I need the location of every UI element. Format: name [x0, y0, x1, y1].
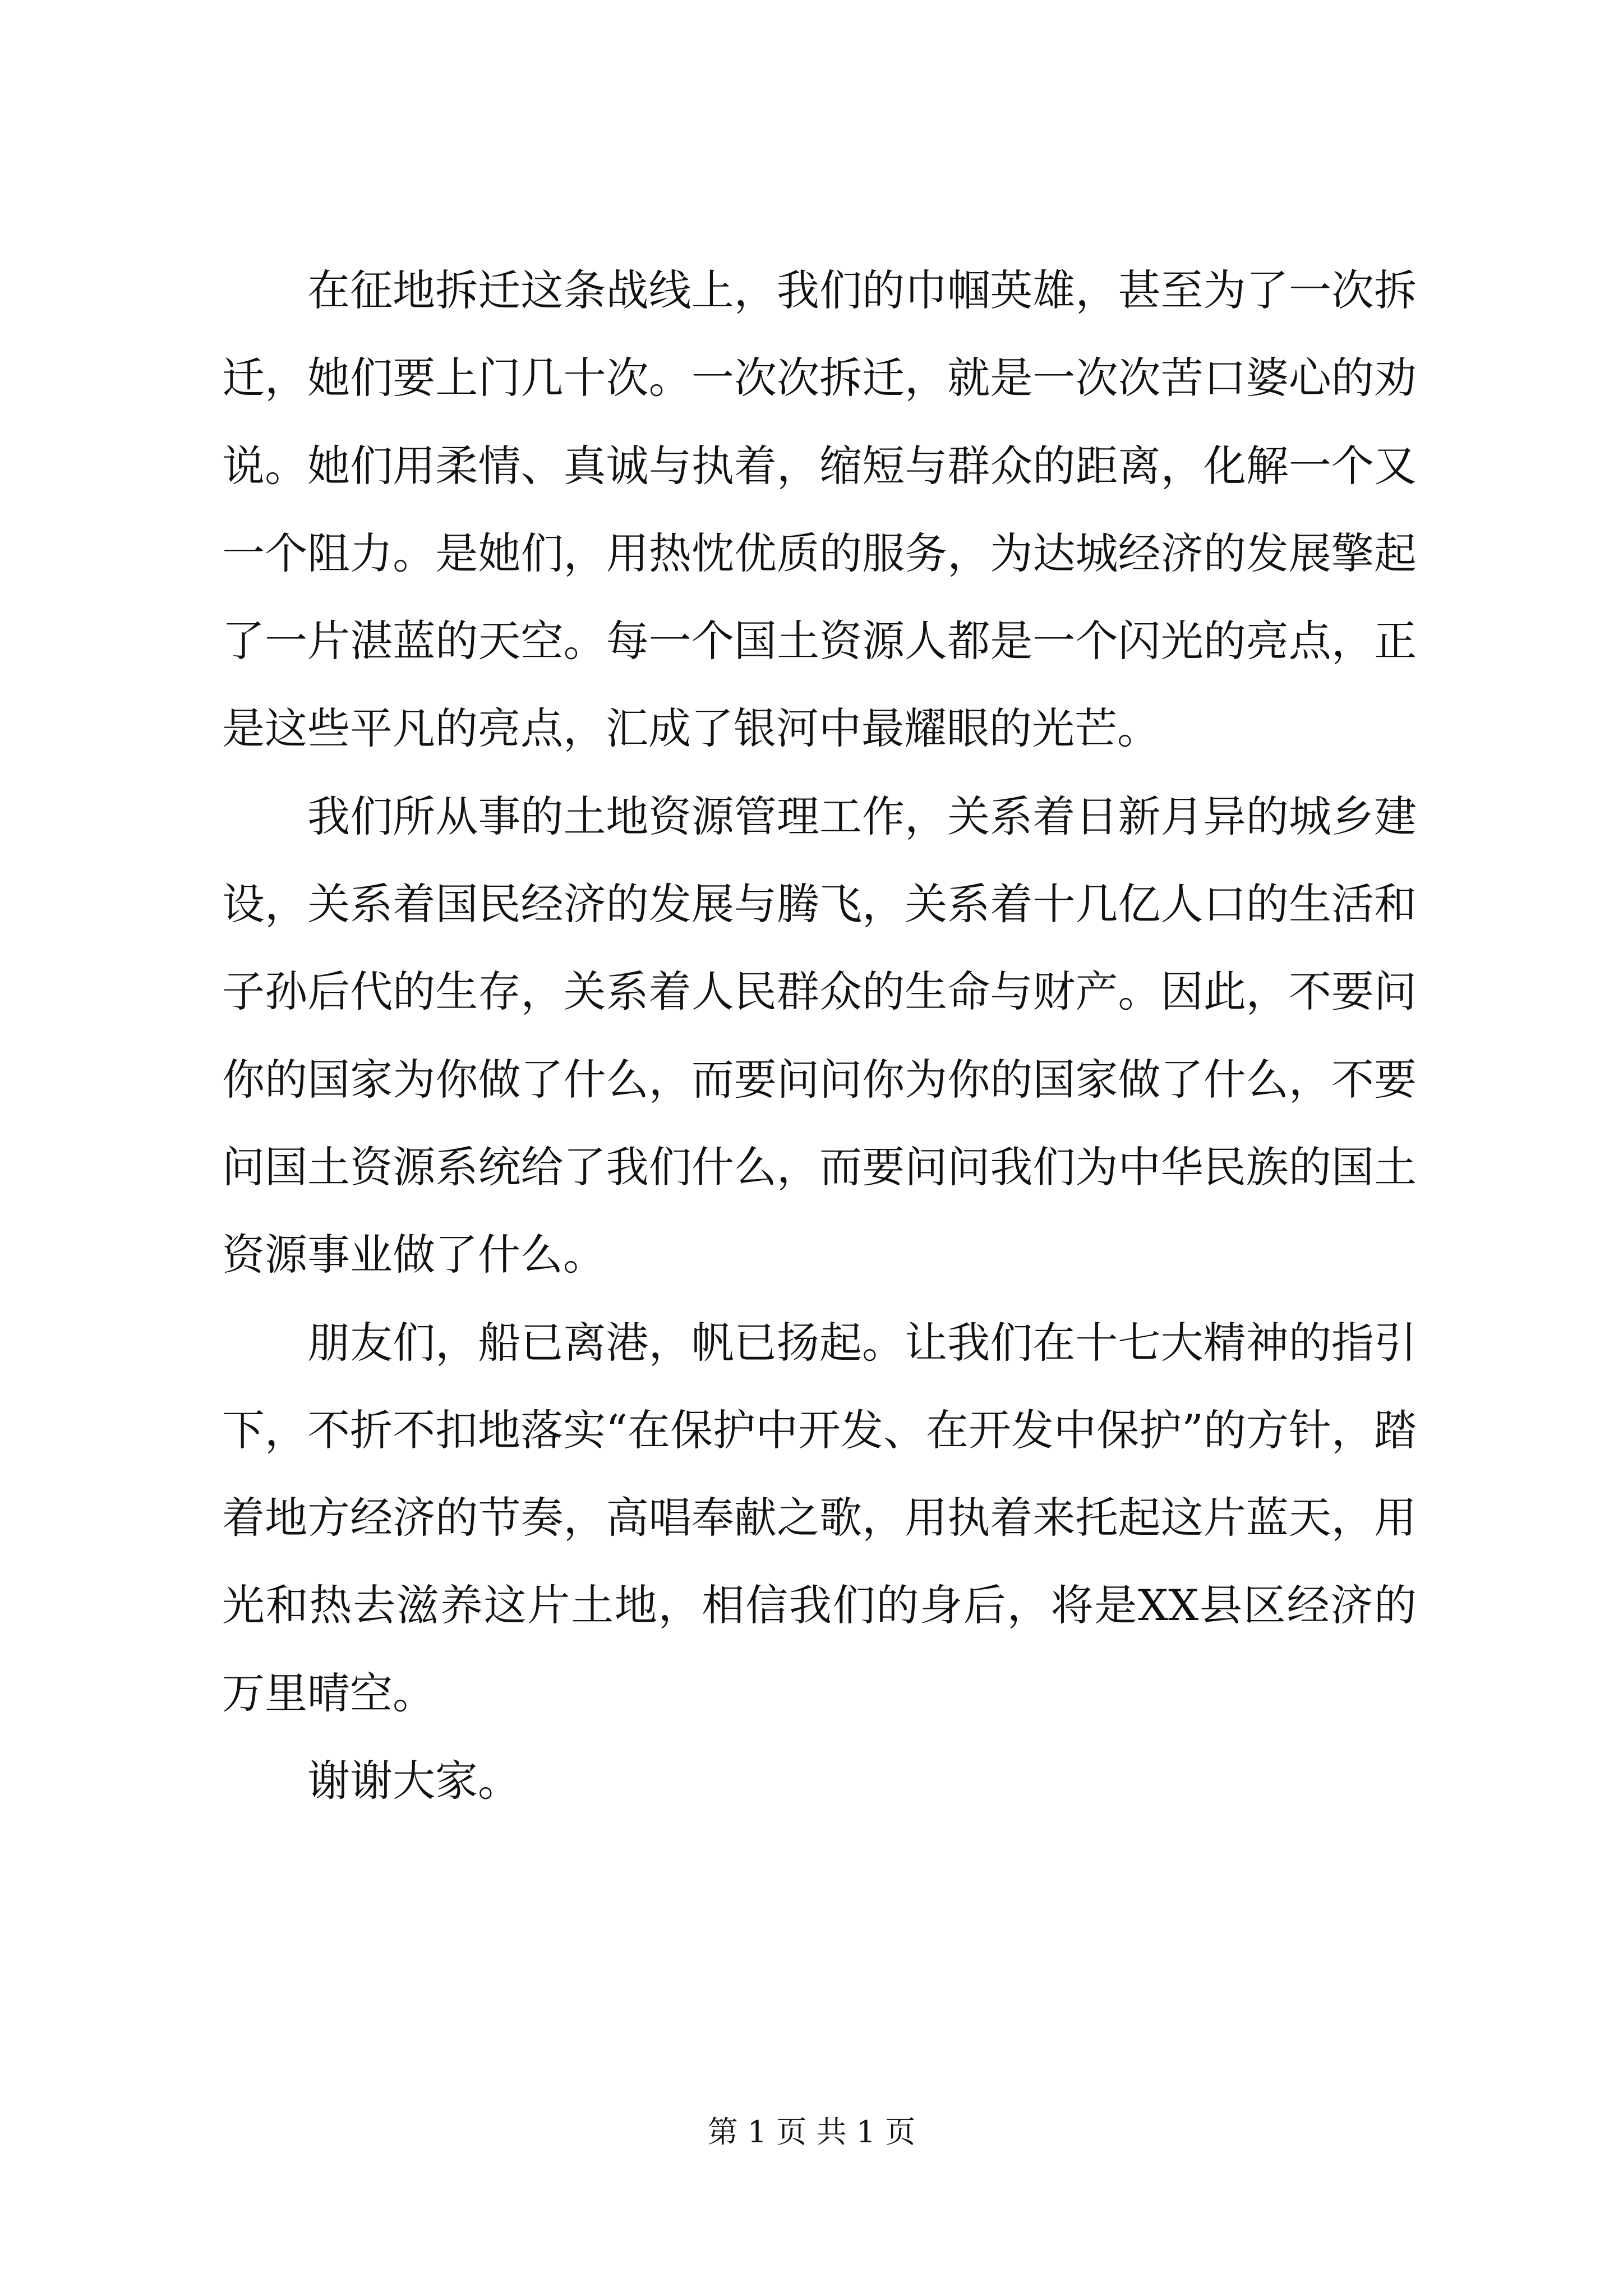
page-footer: 第 1 页 共 1 页 — [707, 2114, 916, 2150]
paragraph-2: 我们所从事的土地资源管理工作，关系着日新月异的城乡建设，关系着国民经济的发展与腾飞，关系着十几亿人口的生活和子孙后代的生存，关系着人民群众的生命与财产。因此，不要问你的国家为你做了什么，而要问问你为你的国家做了什么，不要问国土资源系统给了我们什么，而要问问我们为中华民族的国土资源事业做了什么。 — [222, 791, 1417, 1280]
document-body — [222, 247, 1417, 1825]
paragraph-3: 朋友们，船已离港，帆已扬起。让我们在十七大精神的指引下，不折不扣地落实“在保护中开发、在开发中保护”的方针，踏着地方经济的节奏，高唱奉献之歌，用执着来托起这片蓝天，用光和热去滋养这片土地，相信我们的身后，将是XX县区经济的万里晴空。 — [222, 1317, 1417, 1718]
paragraph-4: 谢谢大家。 — [307, 1756, 520, 1806]
paragraph-1: 在征地拆迁这条战线上，我们的巾帼英雄，甚至为了一次拆迁，她们要上门几十次。一次次拆迁，就是一次次苦口婆心的劝说。她们用柔情、真诚与执着，缩短与群众的距离，化解一个又一个阻力。是她们，用热忱优质的服务，为达城经济的发展擎起了一片湛蓝的天空。每一个国土资源人都是一个闪光的亮点，正是这些平凡的亮点，汇成了银河中最耀眼的光芒。 — [222, 265, 1417, 754]
